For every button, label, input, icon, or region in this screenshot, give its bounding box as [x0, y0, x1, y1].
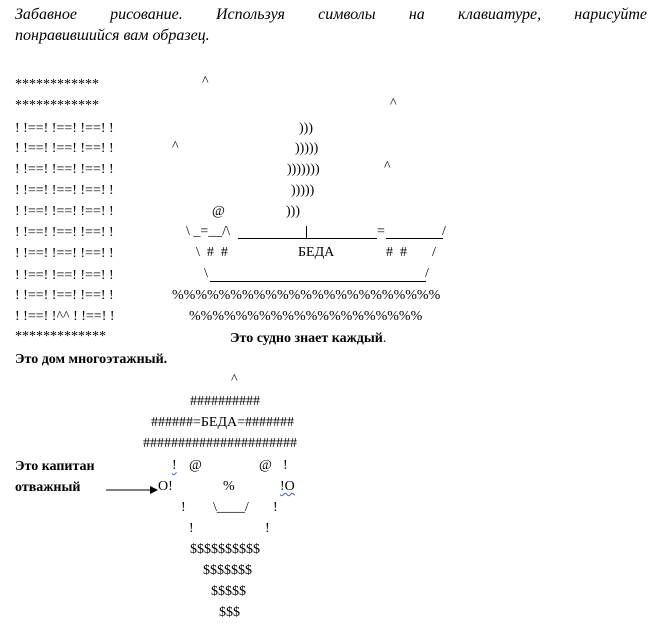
ship-caret-2: ^: [390, 96, 397, 111]
house-floor-2: ! !==! !==! !==! !: [15, 141, 114, 156]
captain-beard-3: $$$$$: [211, 584, 246, 599]
arrow-icon: [106, 485, 158, 495]
house-floor-1: ! !==! !==! !==! !: [15, 121, 114, 136]
captain-caption-1: Это капитан: [15, 459, 95, 474]
ship-name: БЕДА: [298, 245, 335, 260]
ship-hull-right: # #: [386, 245, 407, 260]
ship-caret-3: ^: [172, 139, 179, 154]
intro-line-2: понравившийся вам образец.: [15, 27, 210, 44]
captain-eye-bar-right: !: [283, 458, 288, 473]
ship-at-sign: @: [212, 204, 225, 219]
ship-deck-line-1: [238, 238, 306, 239]
captain-caption-2: отважный: [15, 480, 81, 495]
captain-eye-left: @: [189, 458, 202, 473]
captain-chin-right: !: [265, 521, 270, 536]
ship-smoke-5: ))): [286, 204, 300, 219]
captain-mouth: \____/: [213, 500, 249, 515]
intro-text: [15, 4, 647, 46]
ship-water-2: %%%%%%%%%%%%%%%%%%%%: [189, 309, 423, 324]
captain-hat-2: ######=БЕДА=#######: [151, 415, 295, 430]
captain-ear-right: [280, 479, 295, 495]
ship-hull-slash: /: [432, 245, 436, 260]
captain-beard-4: $$$: [219, 605, 240, 620]
ship-bottom-line: [210, 281, 426, 282]
house-floor-6: ! !==! !==! !==! !: [15, 225, 114, 240]
captain-mouth-left: !: [181, 500, 186, 515]
house-floor-7: ! !==! !==! !==! !: [15, 246, 114, 261]
captain-ear-left: O!: [158, 479, 173, 494]
house-floor-8: ! !==! !==! !==! !: [15, 268, 114, 283]
ship-bottom-left: \: [204, 266, 208, 281]
ship-caret-1: ^: [202, 74, 209, 89]
ship-smoke-4: ))))): [291, 183, 315, 198]
captain-ear-right-text: !O: [280, 479, 295, 494]
house-floor-3: ! !==! !==! !==! !: [15, 162, 114, 177]
captain-eye-bar-left: [172, 458, 177, 474]
captain-eye-bar-left-text: !: [172, 458, 177, 473]
ship-deck-end: /: [442, 224, 446, 239]
captain-hat-1: ##########: [190, 394, 260, 409]
ship-caption: [230, 331, 386, 347]
captain-chin-left: !: [189, 521, 194, 536]
captain-caret: ^: [231, 372, 238, 387]
house-floor-5: ! !==! !==! !==! !: [15, 204, 114, 219]
house-base: *************: [15, 329, 106, 344]
captain-beard-1: $$$$$$$$$$: [190, 542, 260, 557]
ship-caption-text: Это судно знает каждый: [230, 331, 383, 346]
ship-deck-line-2: [307, 238, 377, 239]
house-roof-1: ************: [15, 77, 99, 92]
ship-smoke-1: ))): [299, 121, 313, 136]
captain-eye-right: @: [259, 458, 272, 473]
house-floor-4: ! !==! !==! !==! !: [15, 183, 114, 198]
ship-smoke-3: ))))))): [287, 162, 320, 177]
captain-hat-3: ######################: [143, 436, 297, 451]
ship-deck-line-3: [386, 238, 443, 239]
ship-bottom-right: /: [425, 266, 429, 281]
house-caption: Это дом многоэтажный.: [15, 352, 168, 367]
ship-water-1: %%%%%%%%%%%%%%%%%%%%%%%: [172, 288, 441, 303]
captain-mouth-right: !: [273, 500, 278, 515]
ship-deck-equals: =: [377, 224, 385, 239]
captain-nose: %: [223, 479, 235, 494]
ship-smoke-2: ))))): [295, 141, 319, 156]
house-floor-9: ! !==! !==! !==! !: [15, 288, 114, 303]
house-door-floor: ! !==! !^^ ! !==! !: [15, 309, 115, 324]
ship-hull-left: \ # #: [196, 245, 228, 260]
ship-caption-dot: .: [382, 331, 387, 346]
ship-caret-4: ^: [384, 159, 391, 174]
house-roof-2: ************: [15, 98, 99, 113]
intro-line-1: Забавное рисование. Используя символы на клавиатуре, нарисуйте: [15, 6, 647, 23]
captain-beard-2: $$$$$$$: [203, 563, 252, 578]
ship-deck-left: \ _=__/\: [186, 224, 231, 239]
